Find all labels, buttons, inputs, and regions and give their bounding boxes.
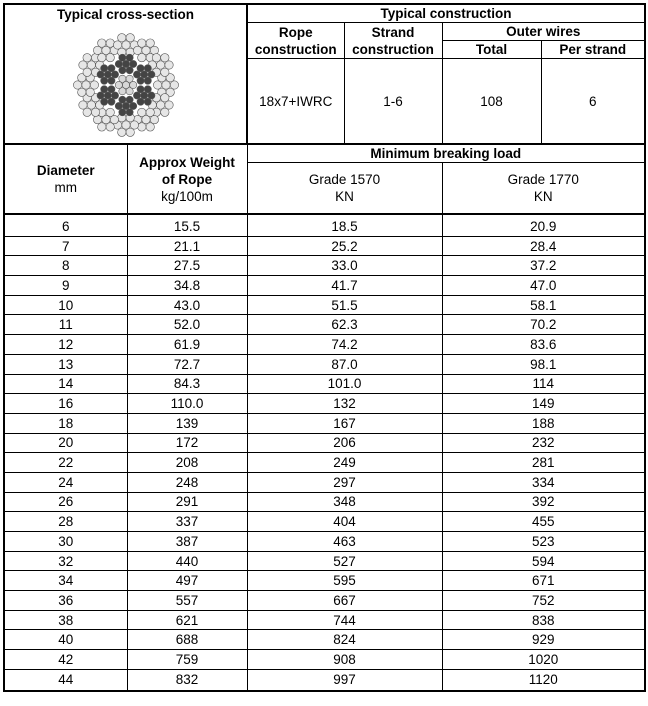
weight-cell: 110.0 — [127, 394, 247, 414]
weight-cell: 43.0 — [127, 295, 247, 315]
grade2-cell: 83.6 — [442, 335, 645, 355]
diameter-cell: 24 — [4, 472, 127, 492]
grade1-cell: 348 — [247, 492, 442, 512]
outer-wires-header: Outer wires — [442, 23, 645, 41]
weight-header — [127, 144, 247, 214]
total-header: Total — [442, 41, 541, 59]
weight-cell: 72.7 — [127, 354, 247, 374]
diameter-cell: 13 — [4, 354, 127, 374]
strand-construction-label-line1: Strand — [371, 24, 415, 40]
grade2-cell: 929 — [442, 630, 645, 650]
weight-cell: 387 — [127, 532, 247, 552]
table-row — [4, 214, 645, 236]
grade2-header — [442, 163, 645, 215]
grade2-cell: 671 — [442, 571, 645, 591]
table-row — [4, 276, 645, 296]
diameter-header — [4, 144, 127, 214]
table-row — [4, 492, 645, 512]
rope-spec-table — [3, 3, 646, 692]
grade1-cell: 249 — [247, 453, 442, 473]
table-row — [4, 394, 645, 414]
diameter-cell: 16 — [4, 394, 127, 414]
diameter-cell: 20 — [4, 433, 127, 453]
grade2-cell: 838 — [442, 610, 645, 630]
grade1-cell: 74.2 — [247, 335, 442, 355]
diameter-cell: 10 — [4, 295, 127, 315]
diameter-cell: 7 — [4, 236, 127, 256]
grade1-cell: 41.7 — [247, 276, 442, 296]
grade2-cell: 114 — [442, 374, 645, 394]
table-row — [4, 374, 645, 394]
weight-cell: 52.0 — [127, 315, 247, 335]
cross-section-title: Typical cross-section — [56, 7, 195, 22]
grade1-cell: 463 — [247, 532, 442, 552]
weight-cell: 621 — [127, 610, 247, 630]
diameter-cell: 34 — [4, 571, 127, 591]
diameter-cell: 30 — [4, 532, 127, 552]
weight-cell: 139 — [127, 413, 247, 433]
per-strand-value: 6 — [541, 59, 645, 145]
diameter-cell: 26 — [4, 492, 127, 512]
table-row — [4, 610, 645, 630]
grade2-cell: 1120 — [442, 669, 645, 690]
grade1-cell: 132 — [247, 394, 442, 414]
grade1-label: Grade 1570 — [308, 172, 381, 187]
grade2-unit: KN — [533, 189, 553, 204]
strand-construction-label-line2: construction — [352, 41, 434, 57]
diameter-cell: 38 — [4, 610, 127, 630]
grade2-cell: 28.4 — [442, 236, 645, 256]
weight-cell: 759 — [127, 650, 247, 670]
weight-label-line1: Approx Weight — [139, 154, 235, 170]
table-row — [4, 256, 645, 276]
grade2-cell: 20.9 — [442, 214, 645, 236]
grade1-cell: 667 — [247, 591, 442, 611]
rope-construction-header — [247, 23, 344, 59]
grade2-cell: 392 — [442, 492, 645, 512]
diameter-cell: 18 — [4, 413, 127, 433]
cross-section-cell — [4, 4, 247, 144]
weight-cell: 337 — [127, 512, 247, 532]
strand-construction-value: 1-6 — [344, 59, 442, 145]
grade1-cell: 595 — [247, 571, 442, 591]
grade1-cell: 404 — [247, 512, 442, 532]
table-row — [4, 354, 645, 374]
grade2-cell: 752 — [442, 591, 645, 611]
grade2-cell: 523 — [442, 532, 645, 552]
grade1-cell: 18.5 — [247, 214, 442, 236]
weight-cell: 497 — [127, 571, 247, 591]
weight-cell: 172 — [127, 433, 247, 453]
weight-cell: 34.8 — [127, 276, 247, 296]
table-row — [4, 472, 645, 492]
weight-cell: 27.5 — [127, 256, 247, 276]
grade2-cell: 98.1 — [442, 354, 645, 374]
weight-unit: kg/100m — [161, 188, 213, 204]
grade1-cell: 33.0 — [247, 256, 442, 276]
table-row — [4, 315, 645, 335]
table-row — [4, 512, 645, 532]
grade1-cell: 527 — [247, 551, 442, 571]
table-row — [4, 295, 645, 315]
diameter-cell: 36 — [4, 591, 127, 611]
rope-construction-value: 18x7+IWRC — [247, 59, 344, 145]
grade1-cell: 25.2 — [247, 236, 442, 256]
table-row — [4, 571, 645, 591]
grade2-cell: 37.2 — [442, 256, 645, 276]
diameter-cell: 8 — [4, 256, 127, 276]
grade1-cell: 744 — [247, 610, 442, 630]
table-row — [4, 453, 645, 473]
grade1-cell: 297 — [247, 472, 442, 492]
table-row — [4, 551, 645, 571]
grade2-cell: 188 — [442, 413, 645, 433]
data-rows — [4, 214, 645, 691]
construction-title: Typical construction — [247, 4, 645, 23]
weight-cell: 21.1 — [127, 236, 247, 256]
diameter-cell: 42 — [4, 650, 127, 670]
weight-cell: 248 — [127, 472, 247, 492]
grade2-cell: 594 — [442, 551, 645, 571]
table-row — [4, 433, 645, 453]
mbl-header: Minimum breaking load — [247, 144, 645, 163]
diameter-unit: mm — [54, 180, 77, 195]
grade1-cell: 908 — [247, 650, 442, 670]
table-row — [4, 650, 645, 670]
weight-label-line2: of Rope — [161, 171, 213, 187]
grade1-cell: 824 — [247, 630, 442, 650]
grade1-cell: 62.3 — [247, 315, 442, 335]
rope-construction-label-line1: Rope — [278, 24, 313, 40]
weight-cell: 15.5 — [127, 214, 247, 236]
table-row — [4, 532, 645, 552]
grade2-cell: 1020 — [442, 650, 645, 670]
diameter-cell: 44 — [4, 669, 127, 690]
diameter-cell: 12 — [4, 335, 127, 355]
grade1-cell: 167 — [247, 413, 442, 433]
weight-cell: 84.3 — [127, 374, 247, 394]
diameter-cell: 32 — [4, 551, 127, 571]
table-row — [4, 630, 645, 650]
grade2-label: Grade 1770 — [507, 172, 579, 187]
diameter-cell: 6 — [4, 214, 127, 236]
diameter-cell: 40 — [4, 630, 127, 650]
grade1-cell: 206 — [247, 433, 442, 453]
grade2-cell: 281 — [442, 453, 645, 473]
table-row — [4, 236, 645, 256]
grade1-unit: KN — [335, 189, 354, 204]
grade2-cell: 334 — [442, 472, 645, 492]
weight-cell: 208 — [127, 453, 247, 473]
diameter-cell: 14 — [4, 374, 127, 394]
strand-construction-header — [344, 23, 442, 59]
rope-cross-section-icon — [71, 30, 181, 140]
weight-cell: 688 — [127, 630, 247, 650]
grade1-cell: 51.5 — [247, 295, 442, 315]
total-value: 108 — [442, 59, 541, 145]
diameter-cell: 28 — [4, 512, 127, 532]
weight-cell: 832 — [127, 669, 247, 690]
grade2-cell: 47.0 — [442, 276, 645, 296]
diameter-label: Diameter — [36, 163, 95, 178]
rope-spec-sheet — [3, 3, 644, 700]
weight-cell: 61.9 — [127, 335, 247, 355]
weight-cell: 440 — [127, 551, 247, 571]
grade2-cell: 70.2 — [442, 315, 645, 335]
weight-cell: 557 — [127, 591, 247, 611]
grade1-cell: 101.0 — [247, 374, 442, 394]
table-row — [4, 413, 645, 433]
grade2-cell: 149 — [442, 394, 645, 414]
table-row — [4, 669, 645, 690]
diameter-cell: 11 — [4, 315, 127, 335]
grade2-cell: 58.1 — [442, 295, 645, 315]
per-strand-header: Per strand — [541, 41, 645, 59]
grade1-cell: 87.0 — [247, 354, 442, 374]
grade2-cell: 232 — [442, 433, 645, 453]
rope-construction-label-line2: construction — [254, 41, 337, 57]
weight-cell: 291 — [127, 492, 247, 512]
grade1-cell: 997 — [247, 669, 442, 690]
diameter-cell: 22 — [4, 453, 127, 473]
table-row — [4, 591, 645, 611]
diameter-cell: 9 — [4, 276, 127, 296]
table-row — [4, 335, 645, 355]
grade2-cell: 455 — [442, 512, 645, 532]
grade1-header — [247, 163, 442, 215]
